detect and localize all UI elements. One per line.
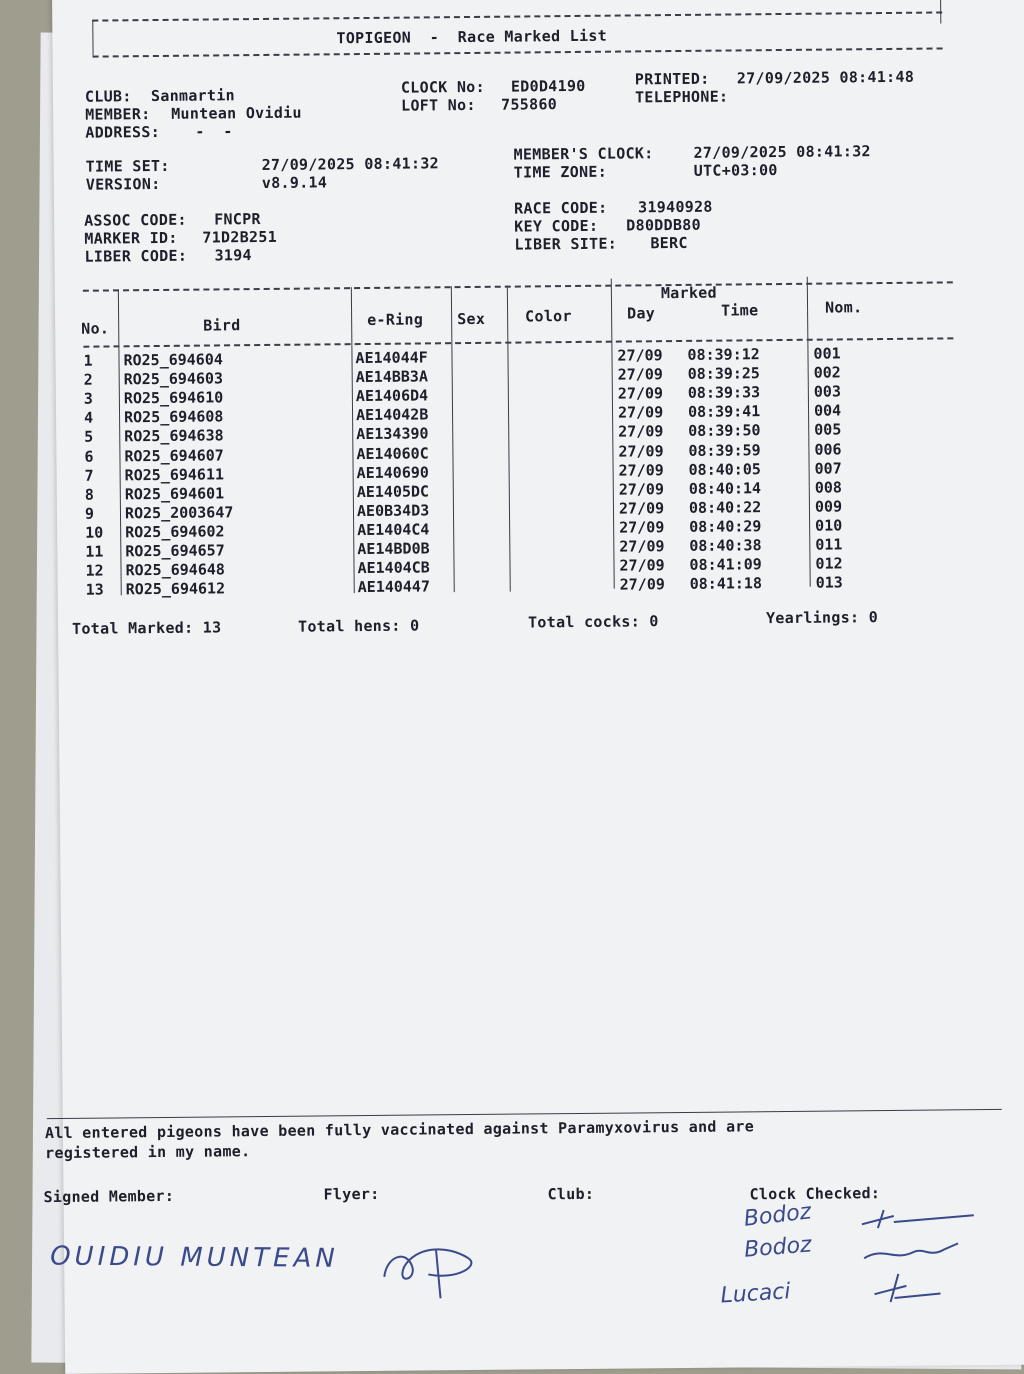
cell-nom: 012	[815, 554, 843, 573]
cell-no: 1	[83, 351, 93, 370]
cell-no: 4	[83, 408, 94, 428]
total-marked: Total Marked: 13	[72, 618, 222, 638]
members-clock-label: MEMBER'S CLOCK:	[513, 144, 654, 164]
cell-ering: AE1404C4	[357, 520, 430, 539]
cell-day: 27/09	[619, 575, 665, 594]
flyer-label: Flyer:	[323, 1184, 380, 1204]
cell-time: 08:40:22	[688, 498, 762, 517]
header-sex: Sex	[457, 309, 486, 329]
cell-nom: 013	[815, 573, 843, 592]
header-day: Day	[627, 304, 656, 323]
cell-bird: RO25_694602	[125, 522, 225, 542]
table-top-border	[83, 281, 953, 291]
cell-time: 08:41:09	[689, 555, 762, 575]
header-marked: Marked	[660, 283, 717, 303]
cell-time: 08:40:38	[689, 536, 762, 555]
key-code-label: KEY CODE:	[514, 216, 599, 236]
cell-bird: RO25_694648	[125, 560, 225, 580]
cell-ering: AE1405DC	[356, 482, 430, 501]
cell-day: 27/09	[618, 479, 665, 499]
cell-no: 5	[84, 428, 94, 447]
cell-nom: 009	[814, 497, 843, 516]
marker-id-value: 71D2B251	[202, 227, 278, 247]
cell-bird: RO25_694638	[124, 426, 224, 446]
declaration-line-1: All entered pigeons have been fully vaccinated against Paramyxovirus and are	[44, 1117, 755, 1143]
members-clock-value: 27/09/2025 08:41:32	[693, 142, 871, 162]
clock-no-label: CLOCK No:	[400, 77, 485, 97]
footer-separator	[47, 1109, 1002, 1119]
cell-ering: AE1406D4	[355, 386, 429, 406]
member-value: Muntean Ovidiu	[171, 103, 302, 123]
cell-day: 27/09	[619, 518, 665, 537]
signed-member-label: Signed Member:	[43, 1186, 175, 1207]
cell-time: 08:39:59	[688, 440, 761, 460]
time-zone-value: UTC+03:00	[693, 161, 778, 180]
assoc-code-value: FNCPR	[214, 210, 261, 229]
club-signature-label: Club:	[547, 1184, 595, 1204]
cell-time: 08:39:50	[688, 421, 761, 441]
header-left-border	[92, 20, 93, 56]
cell-no: 2	[83, 370, 93, 389]
member-handwritten-name: OUIDIU MUNTEAN	[50, 1241, 339, 1274]
cell-time: 08:40:14	[688, 478, 762, 498]
race-code-label: RACE CODE:	[513, 198, 608, 218]
printed-value: 27/09/2025 08:41:48	[736, 67, 915, 88]
loft-no-label: LOFT No:	[401, 95, 476, 115]
checker-handwritten-1: Bodoz	[742, 1199, 813, 1232]
header-color: Color	[525, 307, 572, 326]
cell-no: 8	[84, 485, 94, 504]
cell-day: 27/09	[617, 365, 663, 384]
cell-ering: AE0B34D3	[356, 501, 430, 520]
race-code-value: 31940928	[637, 197, 713, 217]
cell-bird: RO25_2003647	[124, 503, 234, 523]
version-value: v8.9.14	[261, 173, 328, 192]
cell-day: 27/09	[618, 422, 664, 441]
time-zone-label: TIME ZONE:	[513, 162, 608, 182]
cell-nom: 007	[814, 459, 842, 478]
cell-no: 12	[85, 561, 104, 580]
total-hens: Total hens: 0	[297, 616, 420, 636]
club-value: Sanmartin	[150, 86, 236, 106]
cell-time: 08:39:41	[687, 402, 761, 422]
address-value: - -	[195, 122, 233, 141]
cell-time: 08:41:18	[689, 574, 763, 594]
cell-bird: RO25_694601	[124, 484, 225, 504]
address-label: ADDRESS:	[85, 122, 161, 142]
cell-time: 08:40:29	[689, 517, 762, 536]
key-code-value: D80DDB80	[626, 215, 701, 235]
cell-ering: AE14044F	[355, 348, 428, 368]
cell-bird: RO25_694604	[123, 350, 223, 370]
cell-bird: RO25_694610	[123, 388, 224, 408]
liber-site-label: LIBER SITE:	[514, 234, 618, 254]
version-label: VERSION:	[85, 174, 161, 194]
header-bottom-dashed-border	[93, 47, 943, 57]
time-set-label: TIME SET:	[85, 156, 170, 176]
cell-day: 27/09	[619, 537, 665, 556]
declaration-line-2: registered in my name.	[45, 1142, 251, 1163]
cell-ering: AE14BD0B	[357, 539, 430, 559]
document-title: TOPIGEON - Race Marked List	[336, 26, 608, 48]
member-signature-scribble	[376, 1236, 487, 1307]
cell-nom: 003	[813, 382, 842, 401]
printed-document	[43, 0, 1024, 1374]
cell-time: 08:39:25	[687, 364, 761, 384]
cell-time: 08:40:05	[688, 459, 761, 479]
checker-handwritten-2: Bodoz	[743, 1232, 813, 1263]
cell-ering: AE1404CB	[357, 558, 430, 578]
cell-nom: 008	[814, 478, 842, 497]
loft-no-value: 755860	[500, 95, 558, 114]
cell-bird: RO25_694608	[123, 407, 224, 427]
cell-ering: AE134390	[356, 424, 429, 444]
cell-nom: 002	[813, 363, 841, 382]
member-label: MEMBER:	[85, 105, 151, 124]
telephone-label: TELEPHONE:	[634, 87, 729, 107]
cell-no: 9	[84, 504, 95, 523]
cell-no: 7	[84, 466, 94, 485]
header-right-border	[940, 0, 941, 23]
header-no: No.	[81, 319, 110, 338]
checker-signature-scribbles	[854, 1201, 985, 1312]
cell-time: 08:39:33	[687, 383, 761, 403]
liber-code-label: LIBER CODE:	[84, 246, 188, 266]
cell-ering: AE140690	[356, 462, 429, 482]
cell-ering: AE140447	[357, 577, 431, 597]
cell-bird: RO25_694603	[123, 369, 224, 389]
cell-no: 6	[84, 447, 94, 466]
cell-no: 13	[85, 580, 104, 599]
cell-bird: RO25_694612	[125, 579, 226, 599]
cell-day: 27/09	[617, 403, 664, 422]
cell-nom: 005	[814, 420, 842, 440]
cell-no: 10	[85, 523, 104, 542]
cell-bird: RO25_694611	[124, 464, 225, 484]
cell-day: 27/09	[618, 498, 665, 518]
checker-handwritten-3: Lucaci	[719, 1279, 792, 1309]
cell-nom: 011	[815, 535, 843, 554]
header-bird: Bird	[203, 316, 241, 335]
cell-day: 27/09	[617, 346, 663, 365]
cell-day: 27/09	[618, 460, 664, 480]
club-label: CLUB:	[84, 87, 132, 106]
cell-ering: AE14060C	[356, 443, 429, 463]
cell-bird: RO25_694607	[124, 445, 224, 465]
time-set-value: 27/09/2025 08:41:32	[261, 154, 440, 174]
header-time: Time	[720, 301, 759, 320]
liber-code-value: 3194	[214, 246, 252, 265]
cell-nom: 001	[813, 344, 841, 363]
cell-day: 27/09	[619, 556, 665, 575]
cell-ering: AE14BB3A	[355, 367, 429, 387]
clock-no-value: ED0D4190	[510, 76, 586, 96]
clock-checked-label: Clock Checked:	[749, 1184, 881, 1204]
total-yearlings: Yearlings: 0	[765, 608, 879, 628]
top-dashed-border	[92, 11, 942, 21]
marker-id-label: MARKER ID:	[84, 228, 178, 248]
header-nom: Nom.	[824, 298, 863, 317]
cell-bird: RO25_694657	[125, 541, 225, 561]
printed-label: PRINTED:	[634, 69, 710, 89]
cell-time: 08:39:12	[687, 345, 760, 364]
cell-nom: 006	[814, 439, 842, 459]
liber-site-value: BERC	[650, 233, 688, 253]
cell-day: 27/09	[618, 441, 664, 461]
cell-nom: 004	[813, 401, 842, 421]
cell-day: 27/09	[617, 384, 664, 403]
assoc-code-label: ASSOC CODE:	[84, 210, 187, 230]
cell-ering: AE14042B	[355, 405, 429, 425]
header-ering: e-Ring	[367, 310, 424, 329]
cell-nom: 010	[815, 516, 843, 535]
cell-no: 11	[85, 542, 104, 561]
total-cocks: Total cocks: 0	[527, 612, 659, 632]
cell-no: 3	[83, 389, 94, 408]
